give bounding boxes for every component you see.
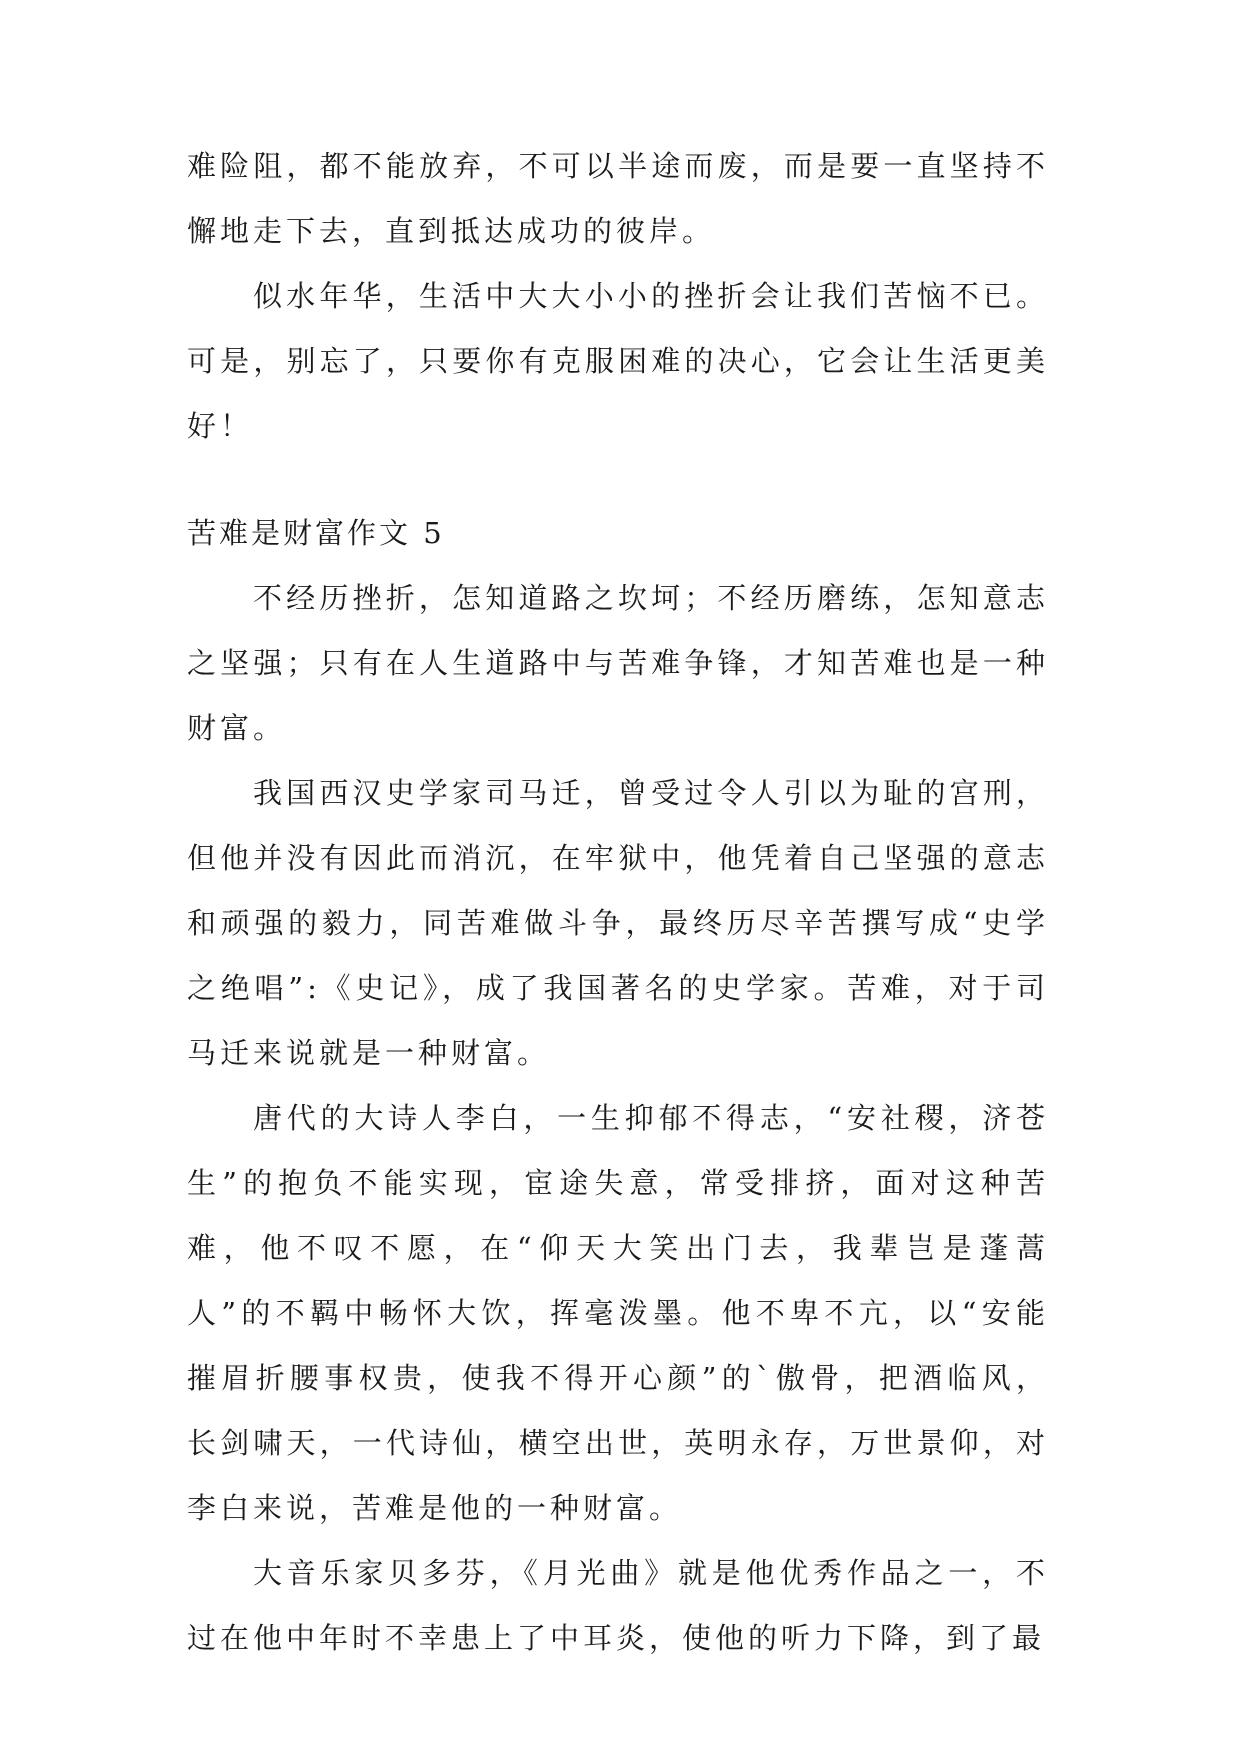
paragraph: 我国西汉史学家司马迁，曾受过令人引以为耻的宫刑，但他并没有因此而消沉，在牢狱中，他凭着自己坚强的意志和顽强的毅力，同苦难做斗争，最终历尽辛苦撰写成“史学之绝唱”:《史记》，成了我国著名的史学家。苦难，对于司马迁来说就是一种财富。 <box>187 776 1049 1070</box>
paragraph: 不经历挫折，怎知道路之坎坷；不经历磨练，怎知意志之坚强；只有在人生道路中与苦难争锋，才知苦难也是一种财富。 <box>187 581 1049 745</box>
essay-5 <box>187 501 1049 1671</box>
continuation-paragraph: 难险阻，都不能放弃，不可以半途而废，而是要一直坚持不懈地走下去，直到抵达成功的彼岸。 <box>187 149 1049 248</box>
section-title: 苦难是财富作文 5 <box>187 516 445 550</box>
previous-essay-ending <box>187 134 1049 459</box>
paragraph: 唐代的大诗人李白，一生抑郁不得志，“安社稷，济苍生”的抱负不能实现，宦途失意，常受排挤，面对这种苦难，他不叹不愿，在“仰天大笑出门去，我辈岂是蓬蒿人”的不羁中畅怀大饮，挥毫泼墨。他不卑不亢，以“安能摧眉折腰事权贵，使我不得开心颜”的`傲骨，把酒临风，长剑啸天，一代诗仙，横空出世，英明永存，万世景仰，对李白来说，苦难是他的一种财富。 <box>187 1101 1049 1525</box>
paragraph: 大音乐家贝多芬，《月光曲》就是他优秀作品之一，不过在他中年时不幸患上了中耳炎，使他的听力下降，到了最 <box>187 1556 1049 1655</box>
closing-paragraph: 似水年华，生活中大大小小的挫折会让我们苦恼不已。可是，别忘了，只要你有克服困难的决心，它会让生活更美好！ <box>187 279 1049 443</box>
